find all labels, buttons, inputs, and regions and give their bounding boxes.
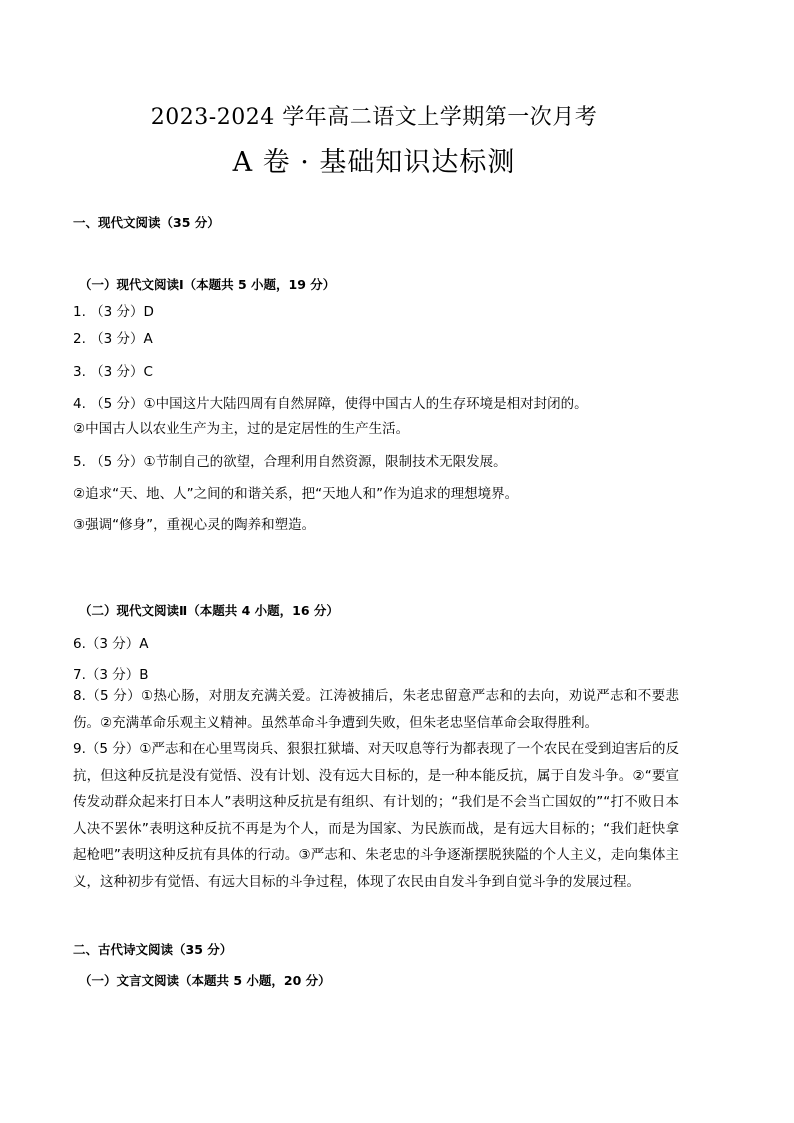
answer-q4-line1: 4. （5 分）①中国这片大陆四周有自然屏障，使得中国古人的生存环境是相对封闭的。 — [73, 396, 588, 412]
section2-heading: 二、古代诗文阅读（35 分） — [73, 942, 233, 957]
section2-part1-heading: （一）文言文阅读（本题共 5 小题，20 分） — [79, 973, 331, 988]
answer-q6: 6.（3 分）A — [73, 636, 149, 652]
answer-q5-line1: 5. （5 分）①节制自己的欲望，合理利用自然资源，限制技术无限发展。 — [73, 454, 507, 470]
section1-part1-heading: （一）现代文阅读Ⅰ（本题共 5 小题，19 分） — [79, 277, 336, 292]
answer-q1: 1. （3 分）D — [73, 304, 154, 320]
answer-q7: 7.（3 分）B — [73, 667, 149, 683]
section1-heading: 一、现代文阅读（35 分） — [73, 215, 220, 230]
answer-q5-line3: ③强调“修身”，重视心灵的陶养和塑造。 — [73, 517, 316, 533]
answer-q2: 2. （3 分）A — [73, 331, 153, 347]
answer-q9: 9.（5 分）①严志和在心里骂岗兵、狠狠扛狱墙、对天叹息等行为都表现了一个农民在受到迫害后的反抗，但这种反抗是没有觉悟、没有计划、没有远大目标的，是一种本能反抗，属于自发斗争。②“要宣传发动群众起来打日本人”表明这种反抗是有组织、有计划的；“我们是不会当亡国奴的”“打不败日本人决不罢休”表明这种反抗不再是为个人，而是为国家、为民族而战，是有远大目标的；“我们赶快拿起枪吧”表明这种反抗有具体的行动。③严志和、朱老忠的斗争逐渐摆脱狭隘的个人主义，走向集体主义，这种初步有觉悟、有远大目标的斗争过程，体现了农民由自发斗争到自觉斗争的发展过程。 — [73, 741, 679, 890]
answer-q4-line2: ②中国古人以农业生产为主，过的是定居性的生产生活。 — [73, 421, 410, 437]
answer-q5-line2: ②追求“天、地、人”之间的和谐关系，把“天地人和”作为追求的理想境界。 — [73, 486, 519, 502]
exam-subtitle: A 卷 · 基础知识达标测 — [232, 147, 516, 178]
answer-q3: 3. （3 分）C — [73, 364, 153, 380]
section1-part2-heading: （二）现代文阅读Ⅱ（本题共 4 小题，16 分） — [79, 603, 339, 618]
answer-q8: 8.（5 分）①热心肠，对朋友充满关爱。江涛被捕后，朱老忠留意严志和的去向，劝说严志和不要悲伤。②充满革命乐观主义精神。虽然革命斗争遭到失败，但朱老忠坚信革命会取得胜利。 — [73, 688, 679, 731]
exam-title: 2023-2024 学年高二语文上学期第一次月考 — [150, 105, 598, 130]
